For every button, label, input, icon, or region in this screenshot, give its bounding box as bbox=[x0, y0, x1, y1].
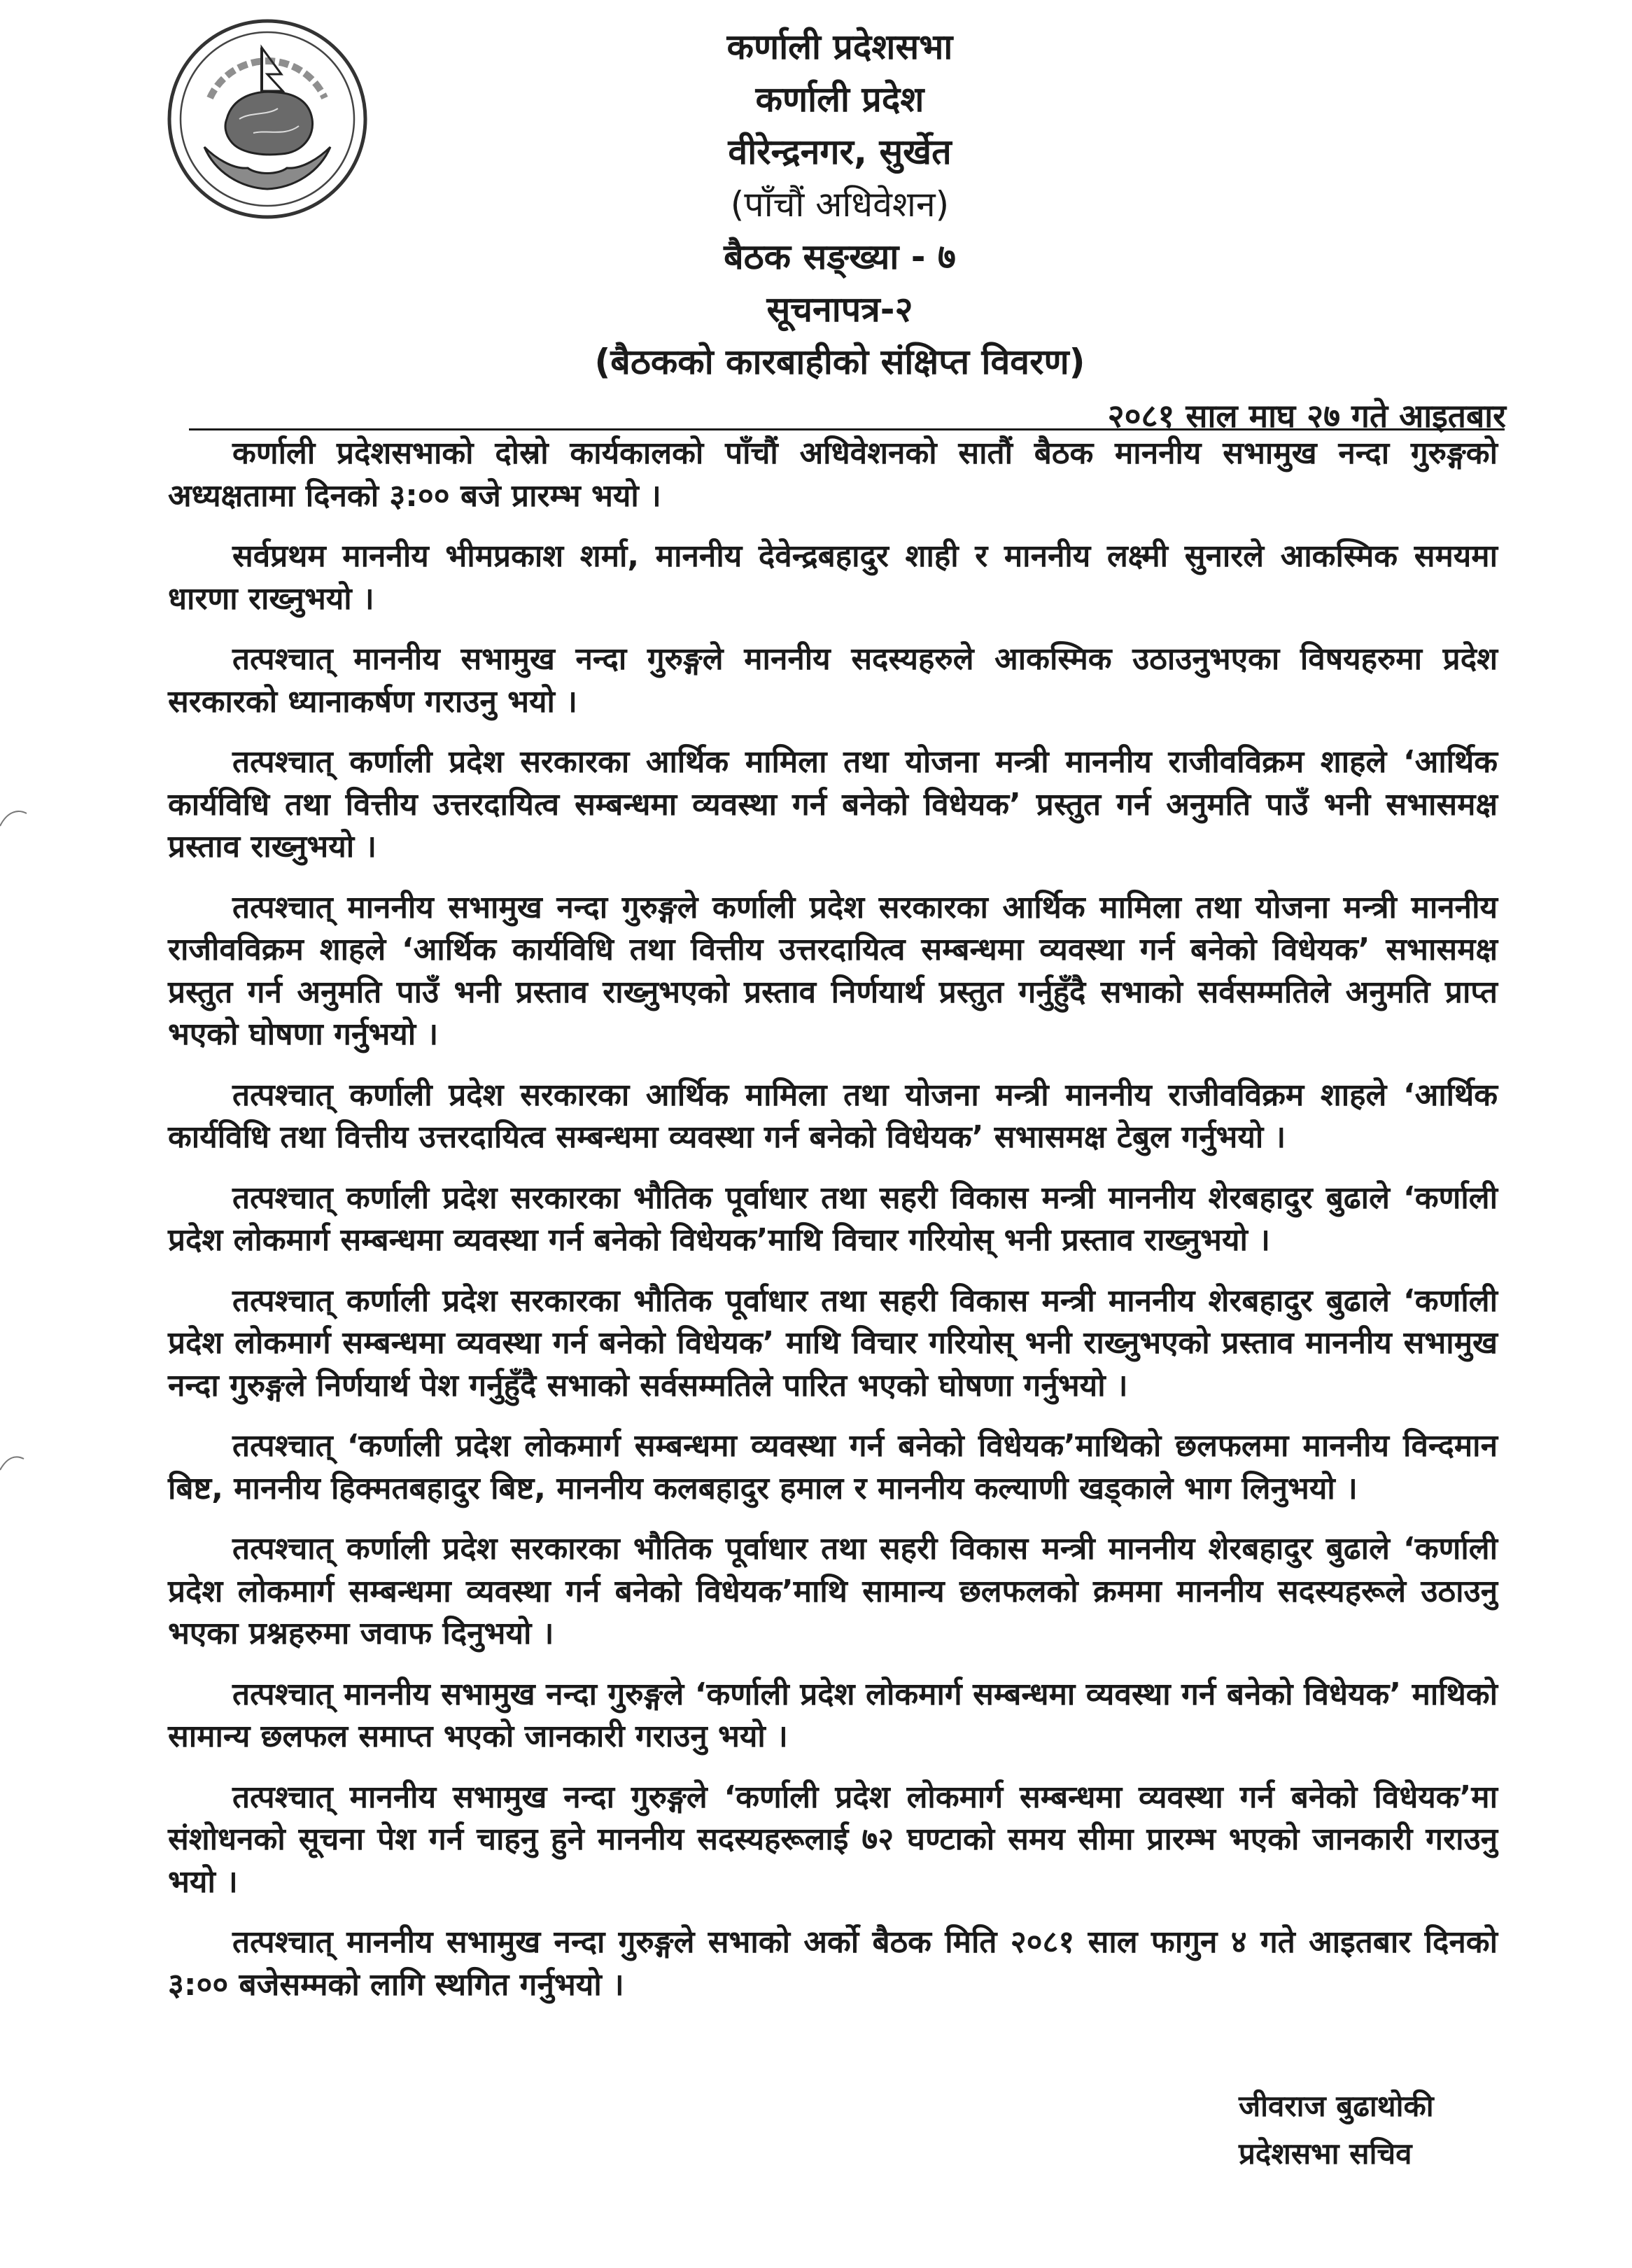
document-date: २०८१ साल माघ २७ गते आइतबार bbox=[1107, 397, 1506, 435]
document-body bbox=[168, 433, 1498, 2024]
paragraph: तत्पश्चात् माननीय सभामुख नन्दा गुरुङ्गले ‘कर्णाली प्रदेश लोकमार्ग सम्बन्धमा व्यवस्था गर्न बनेको विधेयक’मा संशोधनको सूचना पेश गर्न चाहनु हुने माननीय सदस्यहरूलाई ७२ घण्टाको समय सीमा प्रारम्भ भएको जानकारी गराउनु भयो । bbox=[168, 1779, 1498, 1900]
paragraph: तत्पश्चात् माननीय सभामुख नन्दा गुरुङ्गले सभाको अर्को बैठक मिति २०८१ साल फागुन ४ गते आइतबार दिनको ३:०० बजेसम्मको लागि स्थगित गर्नुभयो । bbox=[168, 1924, 1498, 2003]
assembly-seal-icon bbox=[162, 14, 372, 224]
document-subtitle: (बैठकको कारबाहीको संक्षिप्त विवरण) bbox=[594, 342, 1085, 382]
province-name: कर्णाली प्रदेश bbox=[755, 79, 924, 120]
paragraph: तत्पश्चात् कर्णाली प्रदेश सरकारका आर्थिक मामिला तथा योजना मन्त्री माननीय राजीवविक्रम शाहले ‘आर्थिक कार्यविधि तथा वित्तीय उत्तरदायित्व सम्बन्धमा व्यवस्था गर्न बनेको विधेयक’ सभासमक्ष टेबुल गर्नुभयो । bbox=[168, 1077, 1498, 1155]
paragraph: तत्पश्चात् कर्णाली प्रदेश सरकारका भौतिक पूर्वाधार तथा सहरी विकास मन्त्री माननीय शेरबहादुर बुढाले ‘कर्णाली प्रदेश लोकमार्ग सम्बन्धमा व्यवस्था गर्न बनेको विधेयक’माथि सामान्य छलफलको क्रममा माननीय सदस्यहरूले उठाउनु भएका प्रश्नहरुमा जवाफ दिनुभयो । bbox=[168, 1531, 1498, 1651]
scan-edge-mark-icon bbox=[0, 805, 28, 833]
signatory-name: जीवराज बुढाथोकी bbox=[1239, 2089, 1434, 2123]
paragraph: तत्पश्चात् माननीय सभामुख नन्दा गुरुङ्गले ‘कर्णाली प्रदेश लोकमार्ग सम्बन्धमा व्यवस्था गर्न बनेको विधेयक’ माथिको सामान्य छलफल समाप्त भएको जानकारी गराउनु भयो । bbox=[168, 1676, 1498, 1754]
document-header bbox=[490, 21, 1190, 388]
paragraph: सर्वप्रथम माननीय भीमप्रकाश शर्मा, माननीय देवेन्द्रबहादुर शाही र माननीय लक्ष्मी सुनारले आकस्मिक समयमा धारणा राख्नुभयो । bbox=[168, 538, 1498, 617]
assembly-name: कर्णाली प्रदेशसभा bbox=[726, 27, 953, 67]
notice-number: सूचनापत्र-२ bbox=[766, 289, 913, 330]
paragraph: तत्पश्चात् कर्णाली प्रदेश सरकारका आर्थिक मामिला तथा योजना मन्त्री माननीय राजीवविक्रम शाहले ‘आर्थिक कार्यविधि तथा वित्तीय उत्तरदायित्व सम्बन्धमा व्यवस्था गर्न बनेको विधेयक’ प्रस्तुत गर्न अनुमति पाउँ भनी सभासमक्ष प्रस्ताव राख्नुभयो । bbox=[168, 744, 1498, 864]
paragraph: कर्णाली प्रदेशसभाको दोस्रो कार्यकालको पाँचौं अधिवेशनको सातौं बैठक माननीय सभामुख नन्दा गुरुङ्गको अध्यक्षतामा दिनको ३:०० बजे प्रारम्भ भयो । bbox=[168, 435, 1498, 514]
session: (पाँचौं अधिवेशन) bbox=[730, 184, 950, 225]
paragraph: तत्पश्चात् ‘कर्णाली प्रदेश लोकमार्ग सम्बन्धमा व्यवस्था गर्न बनेको विधेयक’माथिको छलफलमा माननीय विन्दमान बिष्ट, माननीय हिक्मतबहादुर बिष्ट, माननीय कलबहादुर हमाल र माननीय कल्याणी खड्काले भाग लिनुभयो । bbox=[168, 1428, 1498, 1506]
paragraph: तत्पश्चात् कर्णाली प्रदेश सरकारका भौतिक पूर्वाधार तथा सहरी विकास मन्त्री माननीय शेरबहादुर बुढाले ‘कर्णाली प्रदेश लोकमार्ग सम्बन्धमा व्यवस्था गर्न बनेको विधेयक’माथि विचार गरियोस् भनी प्रस्ताव राख्नुभयो । bbox=[168, 1180, 1498, 1258]
paragraph: तत्पश्चात् माननीय सभामुख नन्दा गुरुङ्गले कर्णाली प्रदेश सरकारका आर्थिक मामिला तथा योजना मन्त्री माननीय राजीवविक्रम शाहले ‘आर्थिक कार्यविधि तथा वित्तीय उत्तरदायित्व सम्बन्धमा व्यवस्था गर्न बनेको विधेयक’ सभासमक्ष प्रस्तुत गर्न अनुमति पाउँ भनी प्रस्ताव राख्नुभएको प्रस्ताव निर्णयार्थ प्रस्तुत गर्नुहुँदै सभाको सर्वसम्मतिले अनुमति प्राप्त भएको घोषणा गर्नुभयो । bbox=[168, 889, 1498, 1052]
location: वीरेन्द्रनगर, सुर्खेत bbox=[728, 132, 952, 172]
meeting-number: बैठक सङ्ख्या - ७ bbox=[724, 237, 956, 277]
scan-edge-mark-icon bbox=[0, 1449, 28, 1477]
signature-block bbox=[1239, 2082, 1533, 2178]
signatory-title: प्रदेशसभा सचिव bbox=[1239, 2136, 1412, 2171]
paragraph: तत्पश्चात् कर्णाली प्रदेश सरकारका भौतिक पूर्वाधार तथा सहरी विकास मन्त्री माननीय शेरबहादुर बुढाले ‘कर्णाली प्रदेश लोकमार्ग सम्बन्धमा व्यवस्था गर्न बनेको विधेयक’ माथि विचार गरियोस् भनी राख्नुभएको प्रस्ताव माननीय सभामुख नन्दा गुरुङ्गले निर्णयार्थ पेश गर्नुहुँदै सभाको सर्वसम्मतिले पारित भएको घोषणा गर्नुभयो । bbox=[168, 1282, 1498, 1404]
paragraph: तत्पश्चात् माननीय सभामुख नन्दा गुरुङ्गले माननीय सदस्यहरुले आकस्मिक उठाउनुभएका विषयहरुमा प्रदेश सरकारको ध्यानाकर्षण गराउनु भयो । bbox=[168, 641, 1498, 720]
header-divider bbox=[189, 428, 1505, 430]
